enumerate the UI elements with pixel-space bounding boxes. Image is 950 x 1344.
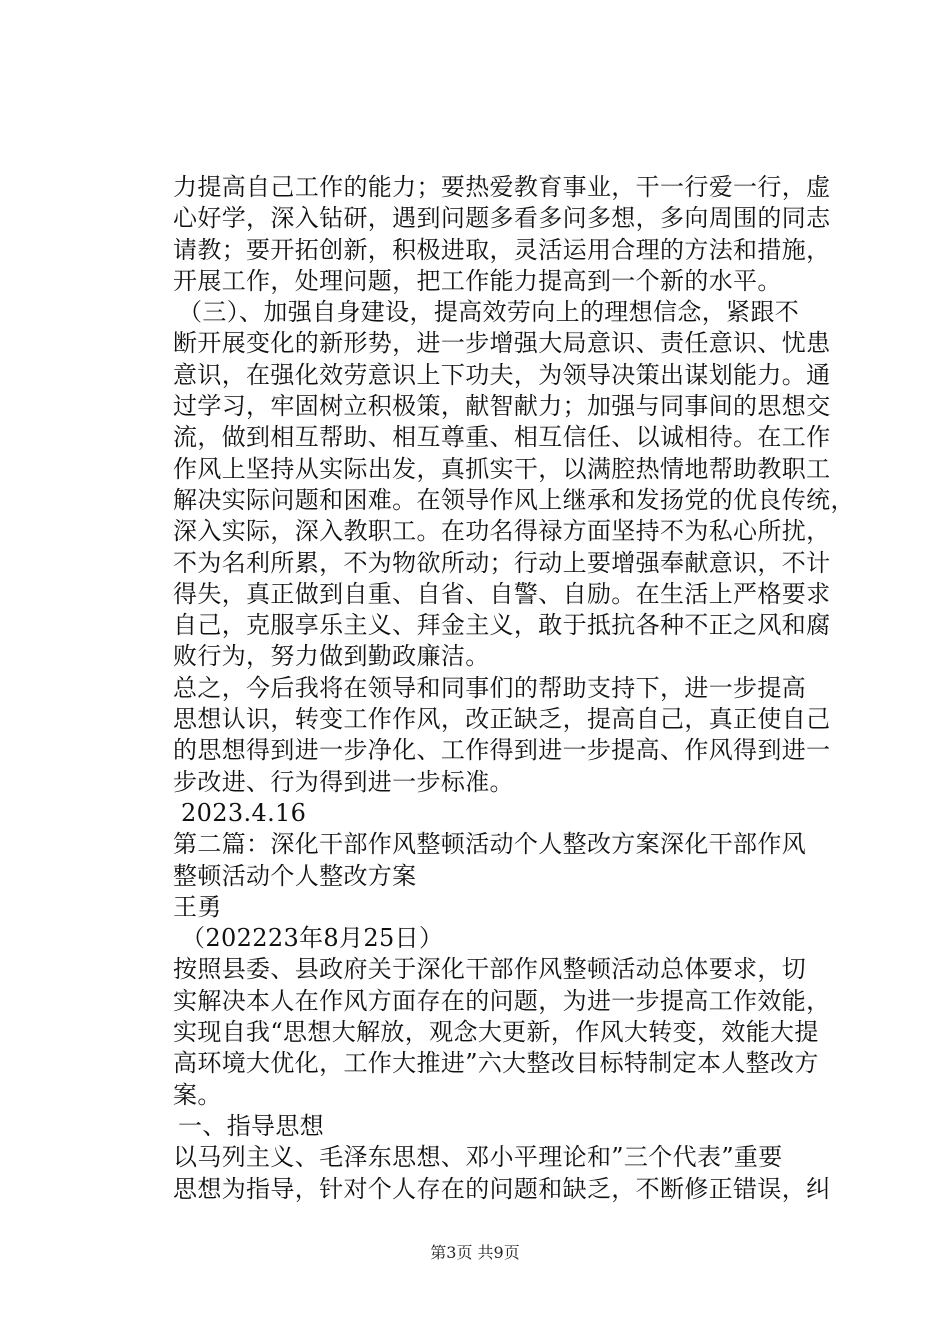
text-line: 以马列主义、毛泽东思想、邓小平理论和”三个代表”重要	[173, 1143, 783, 1172]
text-line: 按照县委、县政府关于深化干部作风整顿活动总体要求，切	[173, 955, 807, 984]
text-line: 实解决本人在作风方面存在的问题，为进一步提高工作效能，	[173, 986, 831, 1015]
text-line: 实现自我“思想大解放，观念大更新，作风大转变，效能大提	[173, 1018, 819, 1047]
text-line: 过学习，牢固树立积极策，献智献力；加强与同事间的思想交	[173, 392, 831, 421]
text-line: （三）、加强自身建设，提高效劳向上的理想信念，紧跟不	[178, 298, 800, 327]
author-line: 王勇	[173, 892, 222, 921]
document-body	[173, 172, 855, 1205]
date-line: 2023.4.16	[181, 798, 307, 827]
text-line: 心好学，深入钻研，遇到问题多看多问多想，多向周围的同志	[173, 204, 831, 233]
text-line: 请教；要开拓创新，积极进取，灵活运用合理的方法和措施，	[173, 235, 831, 264]
text-line: 案。	[173, 1080, 222, 1109]
text-line: 深入实际，深入教职工。在功名得禄方面坚持不为私心所扰，	[173, 517, 831, 546]
text-line: 力提高自己工作的能力；要热爱教育事业，干一行爱一行，虚	[173, 173, 831, 201]
subsection-heading: 一、指导思想	[178, 1111, 325, 1140]
text-line: 开展工作，处理问题，把工作能力提高到一个新的水平。	[173, 266, 782, 295]
date-line: （202223年8月25日）	[181, 924, 444, 953]
page-number-footer: 第3页 共9页	[430, 1243, 520, 1262]
section-heading: 整顿活动个人整改方案	[173, 861, 417, 890]
text-line: 步改进、行为得到进一步标准。	[173, 767, 514, 796]
text-line: 思想认识，转变工作作风，改正缺乏，提高自己，真正使自己	[173, 705, 831, 734]
text-line: 流，做到相互帮助、相互尊重、相互信任、以诚相待。在工作	[173, 423, 831, 452]
text-line: 的思想得到进一步净化、工作得到进一步提高、作风得到进一	[173, 736, 831, 765]
text-line: 断开展变化的新形势，进一步增强大局意识、责任意识、忧患	[173, 329, 831, 358]
text-line: 得失，真正做到自重、自省、自警、自励。在生活上严格要求	[173, 579, 831, 608]
text-line: 解决实际问题和困难。在领导作风上继承和发扬党的优良传统，	[173, 485, 855, 514]
text-line: 高环境大优化，工作大推进”六大整改目标特制定本人整改方	[173, 1049, 819, 1078]
text-line: 思想为指导，针对个人存在的问题和缺乏，不断修正错误，纠	[173, 1174, 831, 1203]
text-line: 总之，今后我将在领导和同事们的帮助支持下，进一步提高	[173, 673, 807, 702]
text-line: 不为名利所累，不为物欲所动；行动上要增强奉献意识，不计	[173, 548, 831, 577]
text-line: 作风上坚持从实际出发，真抓实干，以满腔热情地帮助教职工	[173, 454, 831, 483]
text-line: 自己，克服享乐主义、拜金主义，敢于抵抗各种不正之风和腐	[173, 611, 831, 640]
text-line: 意识，在强化效劳意识上下功夫，为领导决策出谋划能力。通	[173, 360, 831, 389]
section-heading: 第二篇：深化干部作风整顿活动个人整改方案深化干部作风	[173, 830, 807, 859]
text-line: 败行为，努力做到勤政廉洁。	[173, 642, 490, 671]
